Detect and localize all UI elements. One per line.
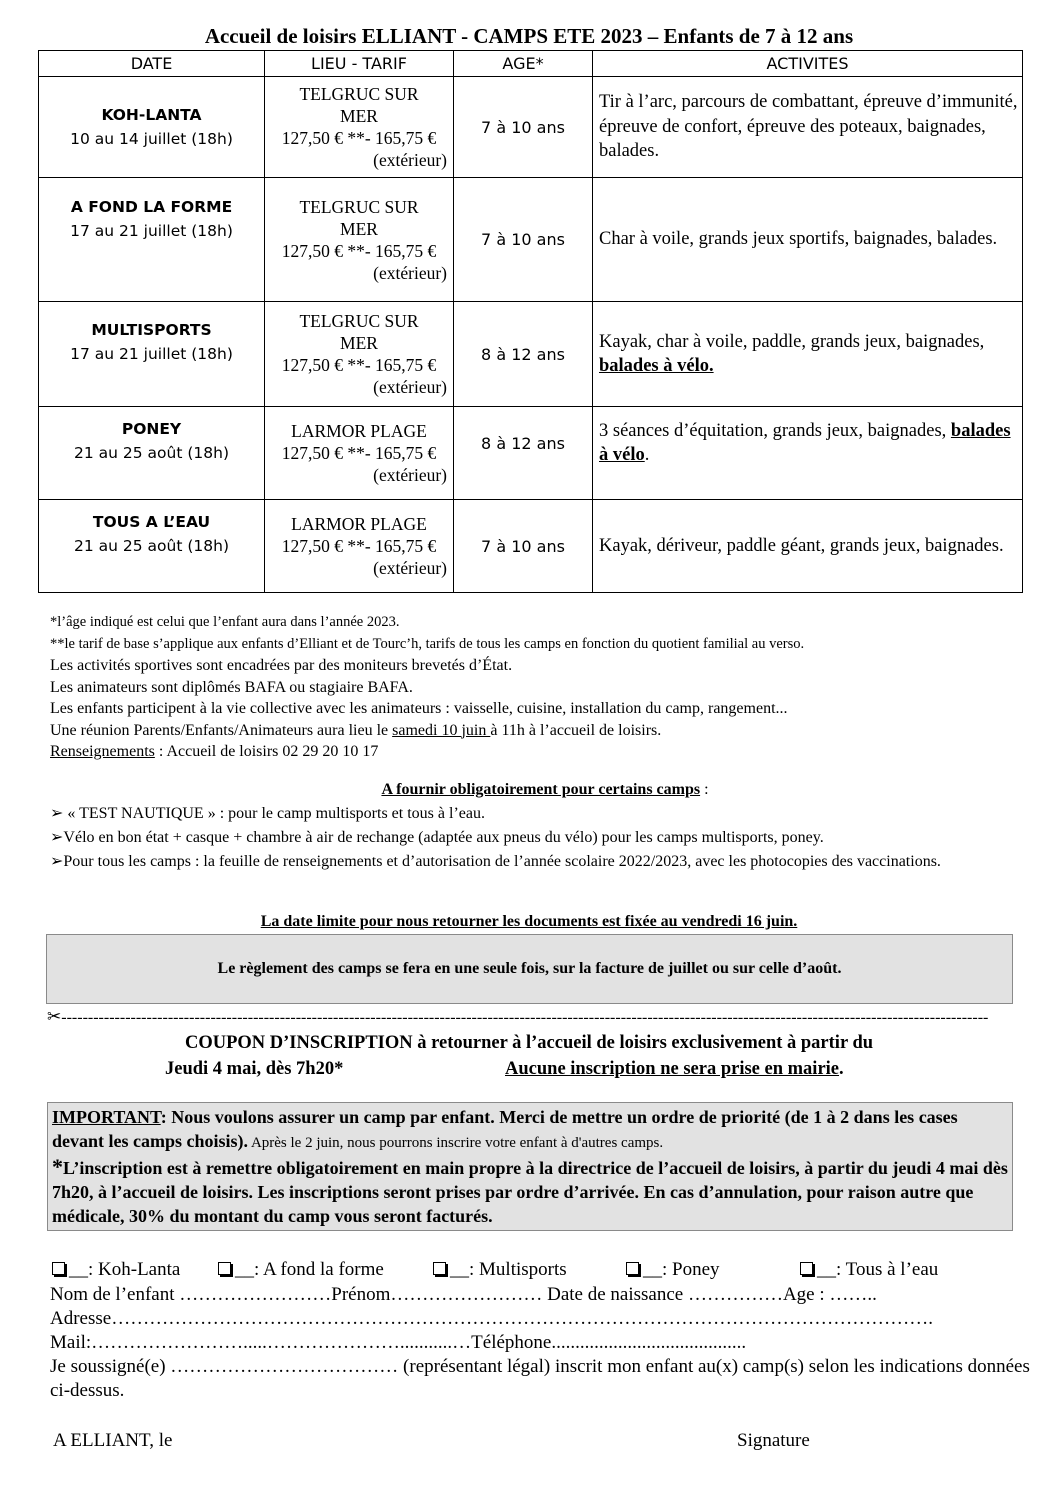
choice-label: __: Koh-Lanta [69, 1259, 181, 1280]
checkbox-icon[interactable] [626, 1262, 639, 1275]
requirements-colon: : [700, 781, 709, 798]
camp-date-cell [39, 178, 265, 302]
header-lieu-tarif: LIEU - TARIF [265, 51, 454, 77]
activites-text: 3 séances d’équitation, grands jeux, baignades, [599, 420, 947, 441]
camp-lieu: TELGRUC SUR [299, 311, 419, 331]
camp-lieu-cell [265, 77, 454, 178]
camp-dates: 10 au 14 juillet (18h) [70, 130, 233, 148]
table-header-row [39, 51, 1023, 77]
declaration-field[interactable]: Je soussigné(e) ……………………………… (représentant légal) inscrit mon enfant au(x) camp(s) selon les indications données ci-dessus. [50, 1356, 1030, 1401]
choice-label: __: Tous à l’eau [817, 1259, 939, 1280]
camp-lieu: TELGRUC SUR [299, 84, 419, 104]
important-text-2: L’inscription est à remettre obligatoirement en main propre à la directrice de l’accueil de loisirs, à partir du jeudi 4 mai dès 7h20, à l’accueil de loisirs. Les inscriptions seront prises par ordre d’arrivée. En cas d’annulation, pour raison autre que médicale, 30% du montant du camp vous seront facturés. [52, 1158, 1008, 1226]
checkbox-icon[interactable] [218, 1262, 231, 1275]
camp-tarif: 127,50 € **- 165,75 € [281, 240, 437, 261]
checkbox-icon[interactable] [433, 1262, 446, 1275]
table-row [39, 500, 1023, 593]
activites-bold: balades à vélo [599, 420, 1011, 465]
page-title: Accueil de loisirs ELLIANT - CAMPS ETE 2023 – Enfants de 7 à 12 ans [204, 24, 854, 48]
registration-form [50, 1258, 1040, 1403]
info-label: Renseignements [50, 743, 155, 760]
camp-lieu-cell [265, 302, 454, 407]
reunion-time: à 11h à l’accueil de loisirs. [490, 721, 662, 739]
camp-tarif-note: (extérieur) [373, 377, 447, 397]
address-field[interactable]: Adresse…………………………………………………………………………………………………………………. [50, 1308, 933, 1329]
camp-lieu: LARMOR PLAGE [291, 514, 427, 534]
note-line: Les activités sportives sont encadrées par des moniteurs brevetés d’État. [50, 657, 513, 674]
camp-activites: Kayak, dériveur, paddle géant, grands jeux, baignades. [593, 500, 1023, 593]
choice-label: __: A fond la forme [235, 1259, 384, 1280]
header-activites: ACTIVITES [593, 51, 1023, 77]
requirement-item: ➢ « TEST NAUTIQUE » : pour le camp multisports et tous à l’eau. [50, 805, 485, 822]
table-row [39, 77, 1023, 178]
camp-age [454, 407, 593, 500]
camp-date-cell [39, 302, 265, 407]
choice-koh-lanta[interactable] [52, 1258, 180, 1282]
payment-box [46, 934, 1013, 1004]
camp-tarif: 127,50 € **- 165,75 € [281, 536, 437, 556]
table-row [39, 178, 1023, 302]
camp-age-text: 8 à 12 ans [481, 433, 565, 453]
camp-dates: 17 au 21 juillet (18h) [70, 221, 233, 240]
reunion-date: samedi 10 juin [392, 721, 491, 739]
camp-name: MULTISPORTS [91, 321, 212, 339]
checkbox-icon[interactable] [52, 1262, 65, 1275]
coupon-period: . [839, 1059, 844, 1079]
cut-line [47, 1007, 1007, 1029]
camp-lieu-cell [265, 500, 454, 593]
reunion-text: Une réunion Parents/Enfants/Animateurs aura lieu le [50, 721, 393, 739]
camp-tarif-note: (extérieur) [373, 558, 447, 578]
choice-tous-a-l-eau[interactable] [800, 1258, 938, 1282]
camp-tarif: 127,50 € **- 165,75 € [281, 355, 437, 375]
important-star: * [52, 1154, 63, 1179]
choice-label: __: Multisports [450, 1259, 567, 1280]
payment-text: Le règlement des camps se fera en une seule fois, sur la facture de juillet ou sur celle d’août. [217, 960, 842, 977]
important-label: IMPORTANT [52, 1107, 161, 1127]
choice-poney[interactable] [626, 1258, 720, 1282]
important-small-text: Après le 2 juin, nous pourrons inscrire votre enfant à d'autres camps. [248, 1135, 664, 1151]
activites-bold: balades à vélo. [599, 356, 714, 376]
camp-age: 8 à 12 ans [454, 302, 593, 407]
note-line: Les enfants participent à la vie collective avec les animateurs : vaisselle, cuisine, installation du camp, rangement... [50, 700, 788, 717]
camp-name: TOUS A L’EAU [92, 513, 211, 531]
camp-lieu: TELGRUC SUR [299, 196, 419, 217]
camp-activites [593, 302, 1023, 407]
choice-multisports[interactable] [433, 1258, 567, 1282]
requirements-heading [50, 778, 1040, 802]
camp-dates: 21 au 25 août (18h) [74, 444, 229, 462]
camp-tarif-note: (extérieur) [373, 150, 447, 170]
info-phone: : Accueil de loisirs 02 29 20 10 17 [154, 743, 379, 760]
camp-dates: 17 au 21 juillet (18h) [70, 345, 233, 363]
camp-lieu-2: MER [340, 333, 378, 353]
camp-tarif-note: (extérieur) [373, 465, 447, 485]
requirement-item: ➢Pour tous les camps : la feuille de renseignements et d’autorisation de l’année scolaire 2022/2023, avec les photocopies des vaccinations. [50, 853, 941, 870]
requirement-item: ➢Vélo en bon état + casque + chambre à air de rechange (adaptée aux pneus du vélo) pour les camps multisports, poney. [50, 829, 824, 846]
requirements-section [50, 778, 1040, 874]
requirements-title: A fournir obligatoirement pour certains camps [381, 781, 701, 798]
coupon-subline [0, 1056, 1058, 1082]
camp-dates: 21 au 25 août (18h) [74, 537, 229, 555]
camp-activites: Tir à l’arc, parcours de combattant, épreuve d’immunité, épreuve de confort, épreuve des poteaux, baignades, balades. [593, 77, 1023, 178]
activites-text: Kayak, char à voile, paddle, grands jeux, baignades, [599, 331, 985, 352]
signature-place: A ELLIANT, le [53, 1430, 173, 1451]
header-age: AGE* [454, 51, 593, 77]
mail-phone-field[interactable]: Mail:…………………….....…………………...........…Téléphone......................................... [50, 1332, 747, 1353]
camp-age: 7 à 10 ans [454, 178, 593, 302]
signature-label: Signature [737, 1430, 810, 1451]
camp-lieu: LARMOR PLAGE [291, 421, 427, 441]
coupon-header [0, 1030, 1058, 1082]
deadline-notice: La date limite pour nous retourner les documents est fixée au vendredi 16 juin. [260, 913, 798, 930]
tarif-footnote: **le tarif de base s’applique aux enfants d’Elliant et de Tourc’h, tarifs de tous les camps en fonction du quotient familial au verso. [50, 635, 805, 652]
camp-name: KOH-LANTA [101, 106, 202, 124]
child-name-field[interactable]: Nom de l’enfant ……………………Prénom…………………… Date de naissance ……………Age : …….. [50, 1284, 877, 1305]
camp-name: PONEY [121, 420, 182, 438]
camp-age: 7 à 10 ans [454, 500, 593, 593]
age-footnote: *l’âge indiqué est celui que l’enfant aura dans l’année 2023. [50, 614, 400, 630]
camp-date-cell [39, 500, 265, 593]
note-line: Les animateurs sont diplômés BAFA ou stagiaire BAFA. [50, 678, 413, 696]
camp-lieu-2: MER [340, 106, 378, 126]
camp-activites [593, 407, 1023, 500]
footnotes [50, 612, 1040, 763]
activites-end: . [644, 445, 650, 465]
checkbox-icon[interactable] [800, 1262, 813, 1275]
camp-tarif-note: (extérieur) [373, 262, 447, 283]
camp-tarif: 127,50 € **- 165,75 € [281, 128, 437, 148]
camp-activites: Char à voile, grands jeux sportifs, baignades, balades. [593, 178, 1023, 302]
camp-lieu-cell [265, 178, 454, 302]
coupon-start-date: Jeudi 4 mai, dès 7h20* [165, 1059, 344, 1079]
camp-lieu-cell [265, 407, 454, 500]
scissors-icon: ✂ [47, 1007, 62, 1027]
camp-date-cell [39, 407, 265, 500]
choice-a-fond-la-forme[interactable] [218, 1258, 384, 1282]
coupon-title: COUPON D’INSCRIPTION à retourner à l’accueil de loisirs exclusivement à partir du [184, 1033, 874, 1053]
camp-lieu-2: MER [340, 218, 378, 239]
important-box [47, 1102, 1013, 1231]
table-row [39, 407, 1023, 500]
dashed-line: ------------------------------------------------------------------------------------------------------------------------------------------------------------------------------ [61, 1009, 989, 1026]
camp-choices [50, 1258, 1040, 1283]
coupon-mairie-warning: Aucune inscription ne sera prise en mairie [505, 1059, 840, 1079]
choice-label: __: Poney [643, 1259, 720, 1280]
camp-name: A FOND LA FORME [70, 197, 233, 216]
camp-tarif: 127,50 € **- 165,75 € [281, 443, 437, 463]
important-text: : Nous voulons assurer un camp par enfant. Merci de mettre un ordre de priorité (de 1 à 2 dans les cases devant les camps choisis). [52, 1107, 958, 1151]
header-date: DATE [39, 51, 265, 77]
table-row [39, 302, 1023, 407]
camp-age: 7 à 10 ans [454, 77, 593, 178]
camps-table [38, 50, 1023, 593]
info-line [50, 741, 1040, 763]
reunion-line [50, 720, 1040, 742]
camp-date-cell [39, 77, 265, 178]
